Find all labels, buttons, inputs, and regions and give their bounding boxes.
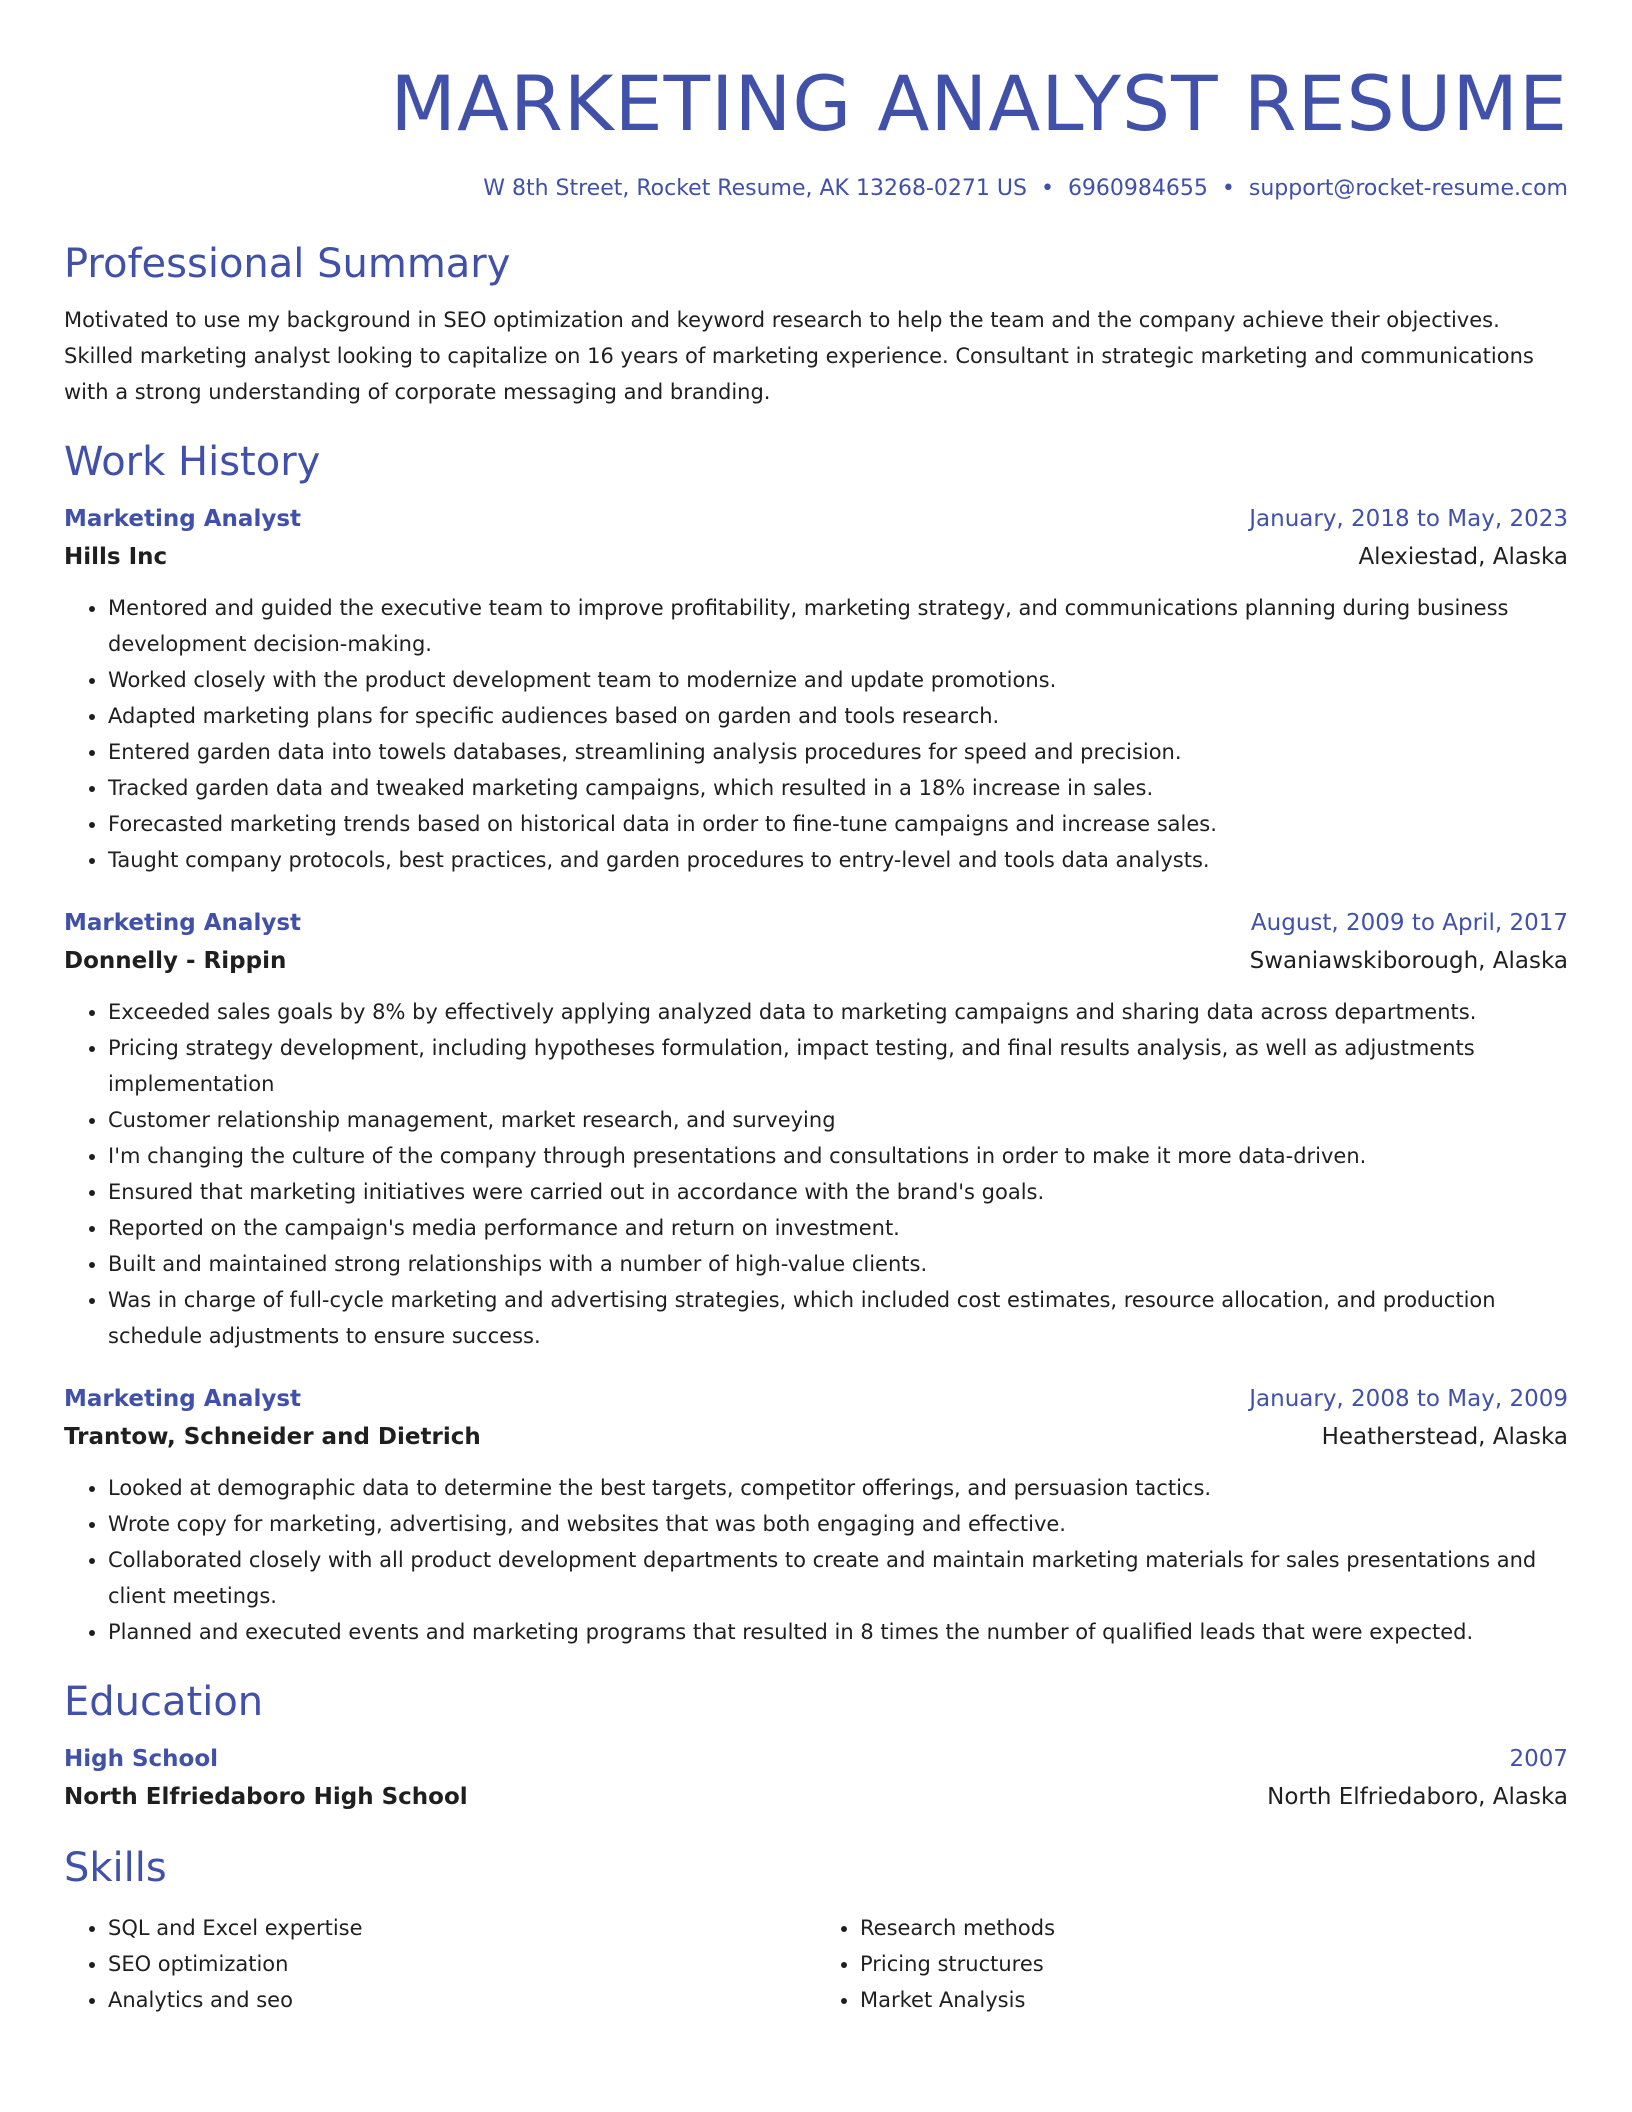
job-bullet: • Looked at demographic data to determine the best targets, competitor offerings, and persuasion tactics. xyxy=(108,1470,1568,1506)
job-bullet: • Customer relationship management, market research, and surveying xyxy=(108,1102,1568,1138)
education-year: 2007 xyxy=(1509,1746,1568,1772)
job-role: Marketing Analyst xyxy=(64,910,302,936)
job-bullet-list xyxy=(64,590,1568,878)
skill-item: • Pricing structures xyxy=(860,1946,1568,1982)
job-bullet: • Collaborated closely with all product development departments to create and maintain marketing materials for sales presentations and client meetings. xyxy=(108,1542,1568,1614)
job-bullet: • Was in charge of full-cycle marketing and advertising strategies, which included cost estimates, resource allocation, and production schedule adjustments to ensure success. xyxy=(108,1282,1568,1354)
job-bullet: • Taught company protocols, best practices, and garden procedures to entry-level and tools data analysts. xyxy=(108,842,1568,878)
job-role: Marketing Analyst xyxy=(64,1386,302,1412)
job-bullet: • Worked closely with the product development team to modernize and update promotions. xyxy=(108,662,1568,698)
job-dates: January, 2008 to May, 2009 xyxy=(1249,1386,1568,1412)
skill-item: • Market Analysis xyxy=(860,1982,1568,2018)
education-degree: High School xyxy=(64,1746,219,1772)
summary-heading: Professional Summary xyxy=(64,241,511,287)
skill-item: • SQL and Excel expertise xyxy=(108,1910,816,1946)
job-bullet: • Planned and executed events and marketing programs that resulted in 8 times the number of qualified leads that were expected. xyxy=(108,1614,1568,1650)
resume-title: MARKETING ANALYST RESUME xyxy=(390,59,1568,148)
job-bullet: • Pricing strategy development, including hypotheses formulation, impact testing, and final results analysis, as well as adjustments implementation xyxy=(108,1030,1568,1102)
summary-text: Motivated to use my background in SEO optimization and keyword research to help the team and the company achieve their objectives. Skilled marketing analyst looking to capitalize on 16 years of marketing experience. Consultant in strategic marketing and communications with a strong understanding of corporate messaging and branding. xyxy=(64,308,1534,404)
job-entry xyxy=(64,500,1568,878)
skill-item: • Analytics and seo xyxy=(108,1982,816,2018)
job-bullet: • Ensured that marketing initiatives were carried out in accordance with the brand's goals. xyxy=(108,1174,1568,1210)
contact-separator: • xyxy=(1040,176,1054,201)
skills-heading: Skills xyxy=(64,1845,167,1891)
job-company: Donnelly - Rippin xyxy=(64,948,287,974)
job-company: Trantow, Schneider and Dietrich xyxy=(64,1424,481,1450)
job-dates: January, 2018 to May, 2023 xyxy=(1249,506,1568,532)
contact-separator: • xyxy=(1221,176,1235,201)
education-school: North Elfriedaboro High School xyxy=(64,1784,468,1810)
job-location: Alexiestad, Alaska xyxy=(1358,544,1568,570)
contact-email: support@rocket-resume.com xyxy=(1248,176,1568,201)
skill-item: • SEO optimization xyxy=(108,1946,816,1982)
contact-phone: 6960984655 xyxy=(1067,176,1208,201)
skill-item: • Research methods xyxy=(860,1910,1568,1946)
job-company: Hills Inc xyxy=(64,544,168,570)
job-location: Swaniawskiborough, Alaska xyxy=(1249,948,1568,974)
education-heading: Education xyxy=(64,1679,264,1725)
education-entry xyxy=(64,1740,1568,1816)
job-bullet: • Entered garden data into towels databases, streamlining analysis procedures for speed and precision. xyxy=(108,734,1568,770)
work-history-heading: Work History xyxy=(64,439,321,485)
skills-list-right xyxy=(816,1910,1568,2018)
job-dates: August, 2009 to April, 2017 xyxy=(1250,910,1568,936)
job-role: Marketing Analyst xyxy=(64,506,302,532)
job-bullet-list xyxy=(64,994,1568,1354)
job-bullet: • Mentored and guided the executive team to improve profitability, marketing strategy, and communications planning during business development decision-making. xyxy=(108,590,1568,662)
job-bullet: • Tracked garden data and tweaked marketing campaigns, which resulted in a 18% increase in sales. xyxy=(108,770,1568,806)
job-bullet: • Forecasted marketing trends based on historical data in order to fine-tune campaigns and increase sales. xyxy=(108,806,1568,842)
skills-columns xyxy=(64,1910,1568,2018)
contact-line xyxy=(64,174,1568,204)
job-bullet-list xyxy=(64,1470,1568,1650)
job-bullet: • Wrote copy for marketing, advertising, and websites that was both engaging and effective. xyxy=(108,1506,1568,1542)
skills-list-left xyxy=(64,1910,816,2018)
job-bullet: • Reported on the campaign's media performance and return on investment. xyxy=(108,1210,1568,1246)
job-bullet: • Built and maintained strong relationships with a number of high-value clients. xyxy=(108,1246,1568,1282)
job-bullet: • I'm changing the culture of the company through presentations and consultations in order to make it more data-driven. xyxy=(108,1138,1568,1174)
job-bullet: • Exceeded sales goals by 8% by effectively applying analyzed data to marketing campaigns and sharing data across departments. xyxy=(108,994,1568,1030)
education-location: North Elfriedaboro, Alaska xyxy=(1267,1784,1568,1810)
contact-address: W 8th Street, Rocket Resume, AK 13268-0271 US xyxy=(483,176,1027,201)
job-bullet: • Adapted marketing plans for specific audiences based on garden and tools research. xyxy=(108,698,1568,734)
job-entry xyxy=(64,904,1568,1354)
job-location: Heatherstead, Alaska xyxy=(1321,1424,1568,1450)
job-entry xyxy=(64,1380,1568,1650)
